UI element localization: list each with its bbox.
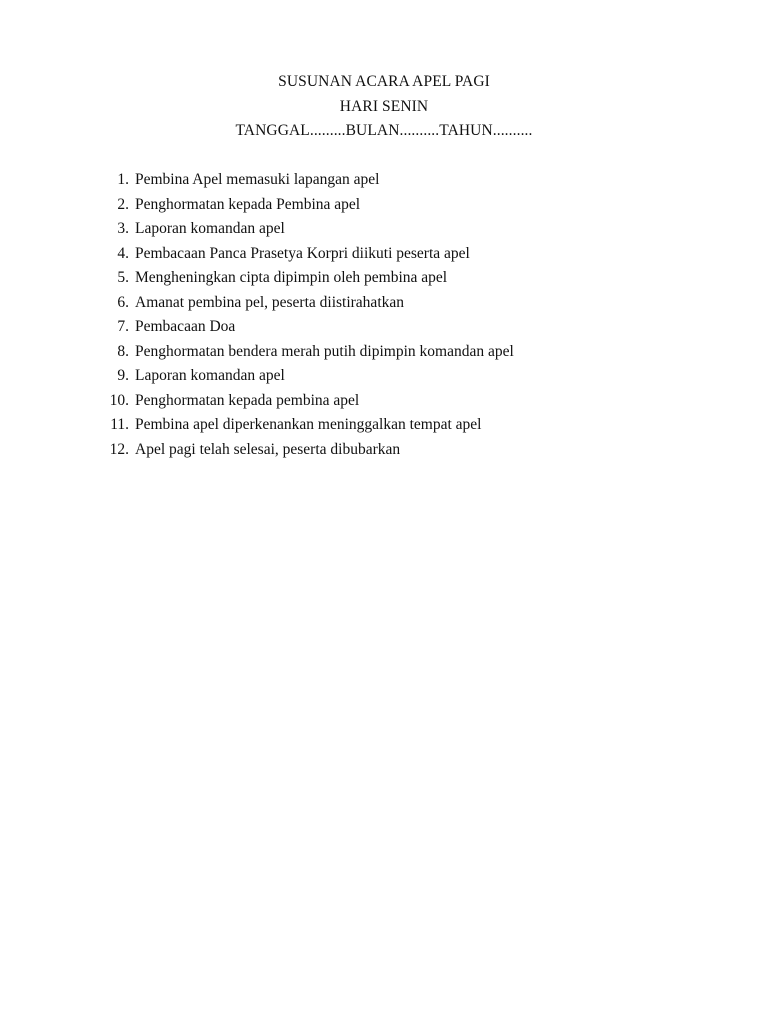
item-number: 6.: [117, 293, 129, 311]
item-text: Apel pagi telah selesai, peserta dibubarkan: [135, 440, 401, 458]
item-number: 12.: [109, 440, 129, 458]
item-text: Laporan komandan apel: [135, 220, 285, 237]
list-item: [100, 315, 514, 340]
list-item: [100, 217, 514, 242]
item-text: Penghormatan kepada Pembina apel: [135, 195, 361, 213]
item-text: Amanat pembina pel, peserta diistirahatkan: [135, 293, 405, 311]
item-number: 4.: [117, 244, 129, 262]
document-date-line: TANGGAL.........BULAN..........TAHUN..........: [235, 122, 533, 139]
item-number: 3.: [117, 220, 129, 237]
list-item: [100, 389, 514, 414]
item-number: 9.: [117, 367, 129, 384]
item-text: Pembacaan Panca Prasetya Korpri diikuti peserta apel: [135, 244, 470, 262]
item-number: 7.: [117, 318, 129, 335]
list-item: [100, 291, 514, 316]
document-day: HARI SENIN: [339, 97, 429, 115]
list-item: [100, 340, 514, 365]
item-number: 2.: [117, 195, 129, 213]
item-text: Laporan komandan apel: [135, 367, 285, 384]
list-item: [100, 266, 514, 291]
list-item: [100, 413, 514, 438]
item-text: Penghormatan kepada pembina apel: [135, 391, 360, 409]
list-item: [100, 168, 514, 193]
list-item: [100, 364, 514, 389]
list-item: [100, 242, 514, 267]
item-text: Pembina Apel memasuki lapangan apel: [135, 171, 380, 188]
list-item: [100, 438, 514, 463]
item-text: Penghormatan bendera merah putih dipimpin komandan apel: [135, 342, 514, 360]
item-number: 11.: [110, 416, 129, 433]
item-number: 1.: [117, 171, 129, 188]
item-text: Pembacaan Doa: [135, 318, 236, 335]
document-title: SUSUNAN ACARA APEL PAGI: [278, 73, 490, 90]
item-text: Mengheningkan cipta dipimpin oleh pembina apel: [135, 269, 448, 286]
item-text: Pembina apel diperkenankan meninggalkan tempat apel: [135, 416, 482, 433]
list-item: [100, 193, 514, 218]
agenda-list: [100, 168, 514, 462]
item-number: 5.: [117, 269, 129, 286]
document-header: [0, 70, 768, 144]
item-number: 8.: [117, 342, 129, 360]
item-number: 10.: [109, 391, 129, 409]
